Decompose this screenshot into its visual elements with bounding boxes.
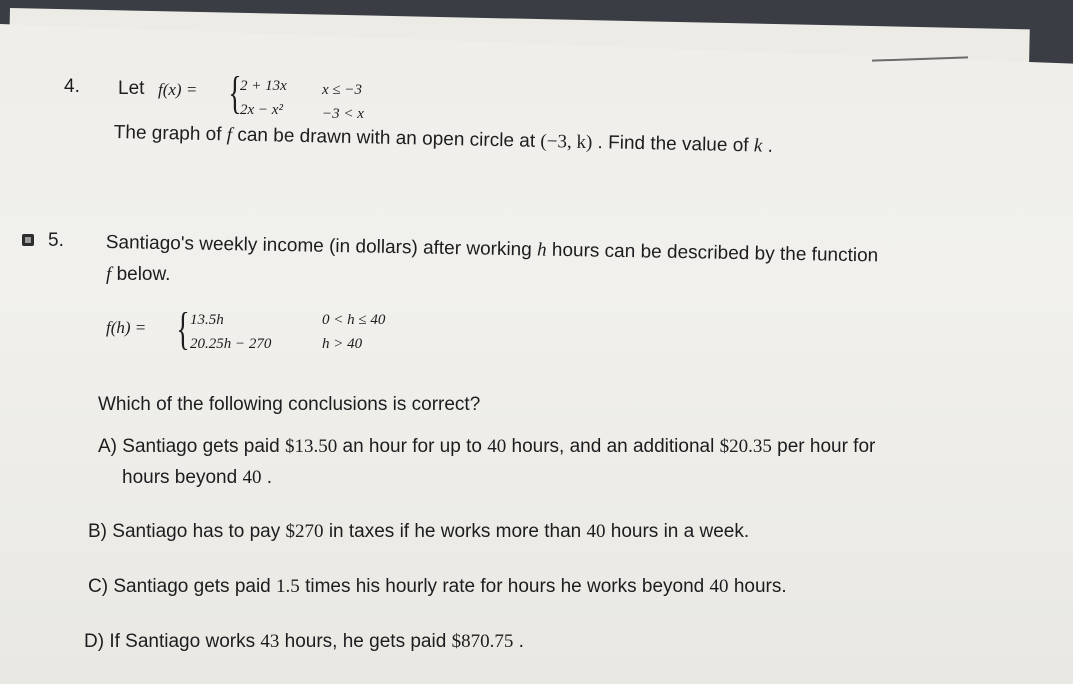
q4-case1-condition: x ≤ −3 — [322, 82, 363, 98]
option-a-value-2: 40 — [487, 436, 507, 457]
option-a-text-1: Santiago gets paid — [122, 436, 280, 457]
q4-text-3: . Find the value of — [597, 132, 749, 157]
option-b-label: B) — [88, 521, 107, 542]
q5-case2-expr: 20.25h − 270 — [190, 336, 272, 352]
option-a-value-4: 40 — [242, 467, 262, 488]
option-c-text-3: hours. — [733, 576, 787, 597]
option-c[interactable] — [88, 576, 787, 598]
q4-let: Let — [118, 78, 145, 99]
q4-number: 4. — [64, 76, 80, 97]
q5-intro-line2 — [106, 264, 170, 286]
option-a-value-3: $20.35 — [719, 436, 772, 457]
option-a-text-end: . — [266, 467, 272, 488]
q4-brace: { — [228, 67, 242, 118]
q5-brace: { — [176, 303, 190, 354]
q4-k-symbol: k — [753, 135, 763, 157]
q5-number: 5. — [48, 230, 64, 251]
q4-f-symbol: f — [226, 124, 233, 146]
option-a-label: A) — [98, 436, 117, 457]
option-a-line2 — [122, 467, 272, 489]
q4-case1-expr: 2 + 13x — [240, 78, 287, 94]
option-d-value-2: $870.75 — [451, 631, 514, 652]
option-c-value-1: 1.5 — [276, 576, 300, 597]
q4-function-name: f(x) = — [158, 80, 198, 99]
q5-function-name: f(h) = — [106, 318, 147, 337]
option-a-text-4: per hour for — [777, 436, 876, 457]
option-b-text-3: hours in a week. — [610, 521, 750, 542]
option-a-text-5: hours beyond — [122, 467, 238, 488]
q5-question: Which of the following conclusions is correct? — [98, 394, 481, 415]
q4-case2-condition: −3 < x — [322, 106, 364, 122]
q5-line1b: hours can be described by the function — [551, 239, 879, 267]
q4-case2-expr: 2x − x² — [240, 102, 283, 118]
q5-line1: Santiago's weekly income (in dollars) after working — [105, 232, 532, 261]
option-a-value-1: $13.50 — [284, 436, 338, 457]
option-a-text-2: an hour for up to — [342, 436, 482, 457]
q4-text-1: The graph of — [113, 122, 222, 146]
q5-h-symbol: h — [536, 239, 547, 261]
option-d[interactable] — [84, 631, 524, 653]
q5-line2: below. — [116, 264, 171, 285]
option-b-text-2: in taxes if he works more than — [328, 521, 582, 542]
q5-case1-expr: 13.5h — [190, 312, 224, 328]
option-c-value-2: 40 — [709, 576, 729, 597]
q4-text-end: . — [767, 135, 774, 157]
option-b-value-1: $270 — [285, 521, 324, 542]
option-c-label: C) — [88, 576, 109, 597]
option-d-label: D) — [84, 631, 105, 652]
option-a[interactable] — [98, 436, 875, 458]
q5-case1-condition: 0 < h ≤ 40 — [322, 312, 386, 328]
option-a-text-3: hours, and an additional — [511, 436, 715, 457]
option-d-text-end: . — [518, 631, 524, 652]
option-b-text-1: Santiago has to pay — [112, 521, 281, 542]
q5-f-symbol: f — [106, 264, 112, 285]
q4-text-2: can be drawn with an open circle at — [237, 124, 536, 152]
option-d-text-2: hours, he gets paid — [284, 631, 447, 652]
q5-case2-condition: h > 40 — [322, 336, 363, 352]
option-d-text-1: If Santiago works — [109, 631, 256, 652]
option-d-value-1: 43 — [260, 631, 280, 652]
option-c-text-1: Santiago gets paid — [113, 576, 271, 597]
option-b-value-2: 40 — [586, 521, 606, 542]
option-b[interactable] — [88, 521, 749, 543]
option-c-text-2: times his hourly rate for hours he works beyond — [305, 576, 705, 597]
q4-point: (−3, k) — [540, 130, 593, 154]
bookmark-icon[interactable] — [22, 234, 34, 246]
